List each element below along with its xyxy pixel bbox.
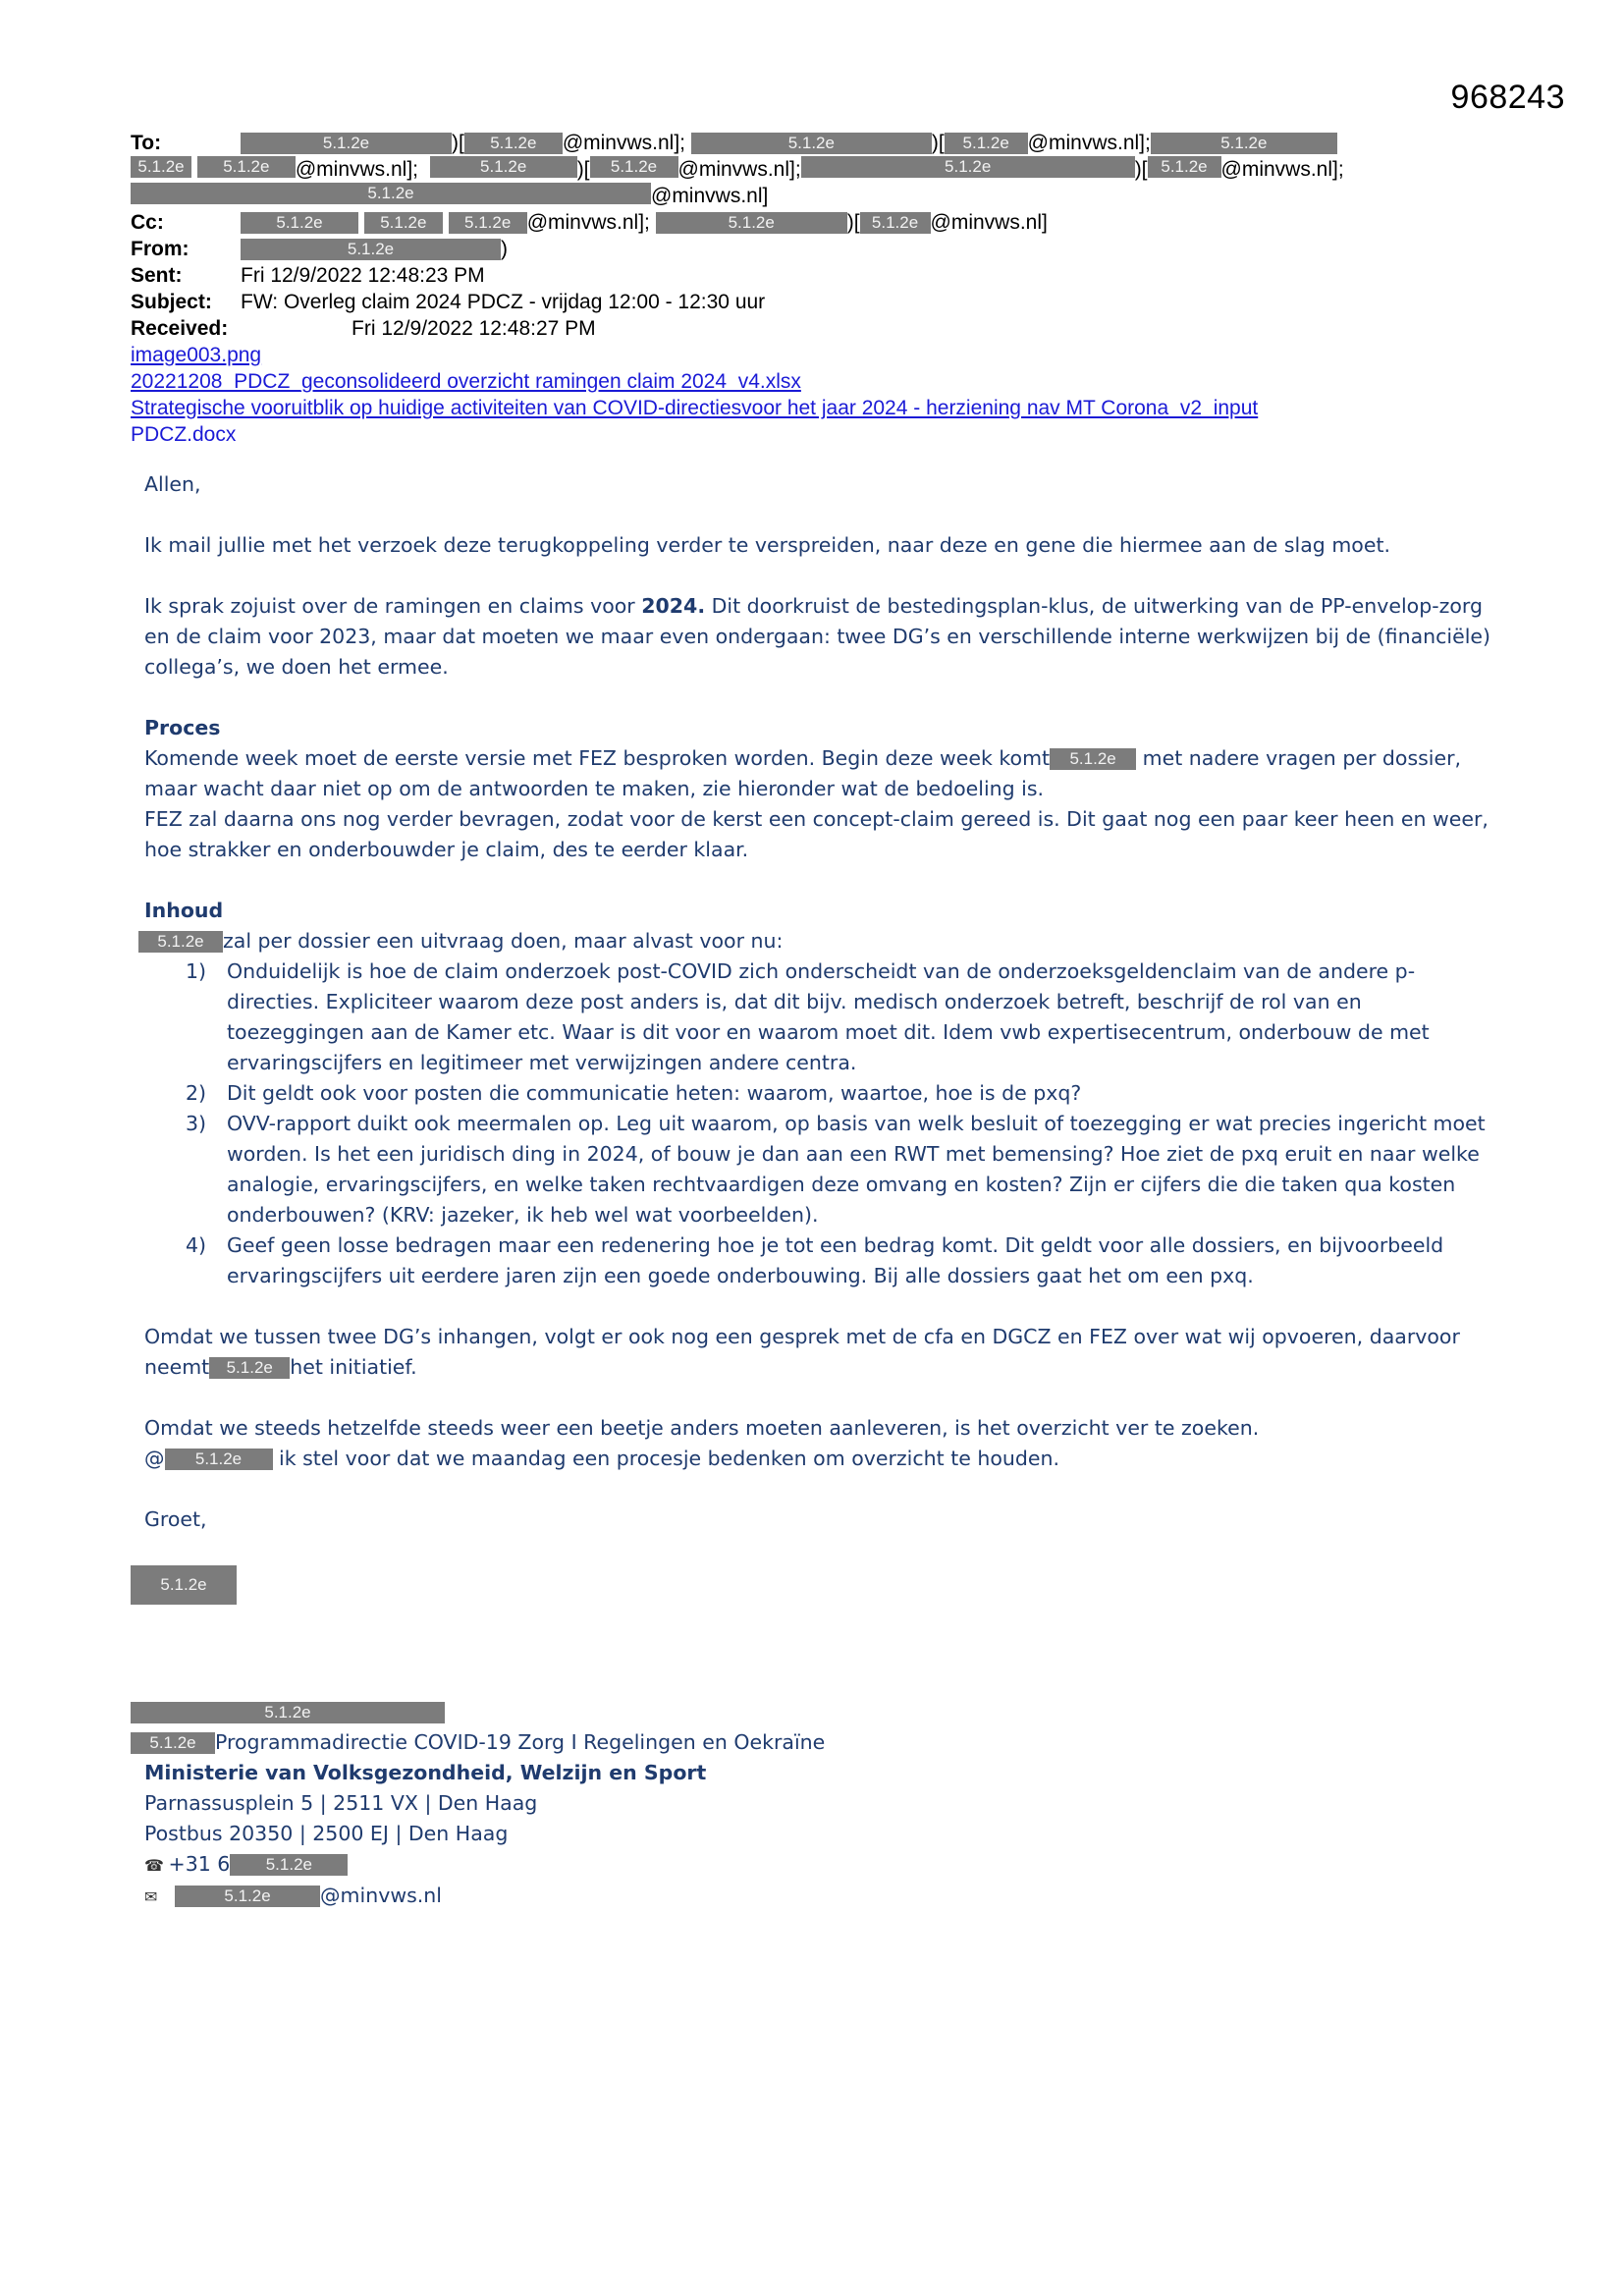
list-item: 2) Dit geldt ook voor posten die communicatie heten: waarom, waartoe, hoe is de pxq? bbox=[186, 1081, 1082, 1105]
to-row: To: 5.1.2e )[ 5.1.2e @minvws.nl]; 5.1.2e )[ 5.1.2e @minvws.nl]; 5.1.2e bbox=[131, 130, 1505, 156]
redaction: 5.1.2e bbox=[1148, 156, 1221, 178]
email-domain: @minvws.nl] bbox=[930, 211, 1048, 234]
attachment-link[interactable]: 20221208_PDCZ_geconsolideerd overzicht ramingen claim 2024_v4.xlsx bbox=[131, 370, 801, 393]
redaction: 5.1.2e bbox=[860, 212, 931, 234]
redaction: 5.1.2e bbox=[656, 212, 847, 234]
cc-label: Cc: bbox=[131, 211, 164, 234]
closing: Groet, bbox=[144, 1507, 207, 1531]
from-row: From: 5.1.2e ) bbox=[131, 238, 508, 260]
redaction: 5.1.2e bbox=[197, 156, 296, 178]
redaction: 5.1.2e bbox=[131, 1702, 445, 1723]
redaction: 5.1.2e bbox=[131, 156, 191, 178]
inhoud-intro: 5.1.2e zal per dossier een uitvraag doen, maar alvast voor nu: bbox=[138, 926, 1499, 957]
redaction: 5.1.2e bbox=[131, 183, 651, 204]
redaction: 5.1.2e bbox=[691, 133, 932, 154]
signature-directorate: Programmadirectie COVID-19 Zorg I Regelingen en Oekraïne bbox=[215, 1730, 826, 1754]
sent-value: Fri 12/9/2022 12:48:23 PM bbox=[241, 264, 485, 287]
from-label: From: bbox=[131, 238, 189, 260]
attachment-link[interactable]: image003.png bbox=[131, 344, 262, 366]
signature-phone-prefix: +31 6 bbox=[168, 1852, 231, 1876]
subject-value: FW: Overleg claim 2024 PDCZ - vrijdag 12:00 - 12:30 uur bbox=[241, 291, 766, 313]
redaction: 5.1.2e bbox=[1151, 133, 1337, 154]
redaction: 5.1.2e bbox=[590, 156, 678, 178]
sent-label: Sent: bbox=[131, 264, 183, 287]
email-domain: @minvws.nl]; bbox=[1220, 158, 1344, 181]
sent-row bbox=[131, 262, 1505, 289]
redaction: 5.1.2e bbox=[175, 1886, 320, 1907]
greeting: Allen, bbox=[144, 472, 201, 496]
document-number: 968243 bbox=[1450, 79, 1565, 116]
redaction: 5.1.2e bbox=[801, 156, 1135, 178]
redaction: 5.1.2e bbox=[945, 133, 1028, 154]
paragraph: Ik sprak zojuist over de ramingen en claims voor 2024. Dit doorkruist de bestedingsplan-klus, de uitwerking van de PP-envelop-zorg en de claim voor 2023, maar dat moeten we maar even ondergaan: twee DG’s en verschillende interne werkwijzen bij de (financiële) collega’s, we doen het ermee. bbox=[144, 594, 1491, 679]
signature-block bbox=[131, 1697, 1112, 1912]
redaction: 5.1.2e bbox=[138, 931, 223, 953]
email-body bbox=[144, 469, 1499, 1605]
subject-row bbox=[131, 289, 1505, 315]
redaction: 5.1.2e bbox=[131, 1565, 237, 1605]
email-domain: @minvws.nl]; bbox=[677, 158, 801, 181]
email-domain: @minvws.nl]; bbox=[526, 211, 650, 234]
received-value: Fri 12/9/2022 12:48:27 PM bbox=[352, 317, 596, 340]
redaction: 5.1.2e bbox=[241, 133, 452, 154]
redaction: 5.1.2e bbox=[241, 239, 501, 260]
paragraph: Ik mail jullie met het verzoek deze terugkoppeling verder te verspreiden, naar deze en gene die hiermee aan de slag moet. bbox=[144, 533, 1391, 557]
to-label: To: bbox=[131, 132, 162, 154]
email-domain: @minvws.nl] bbox=[651, 185, 769, 207]
attachment-continuation[interactable]: PDCZ.docx bbox=[131, 423, 237, 446]
redaction: 5.1.2e bbox=[230, 1854, 348, 1876]
email-domain: @minvws.nl]; bbox=[295, 158, 419, 181]
section-heading-inhoud: Inhoud bbox=[144, 899, 224, 922]
redaction: 5.1.2e bbox=[464, 133, 563, 154]
redaction: 5.1.2e bbox=[209, 1357, 290, 1379]
received-row bbox=[131, 315, 1505, 342]
paragraph: Omdat we tussen twee DG’s inhangen, volgt er ook nog een gesprek met de cfa en DGCZ en FEZ over wat wij opvoeren, daarvoor neemt 5.1.2e het initiatief. bbox=[144, 1325, 1460, 1379]
list-item: 3) OVV-rapport duikt ook meermalen op. Leg uit waarom, op basis van welk besluit of toezegging er wat precies ingericht moet worden. Is het een juridisch ding in 2024, of bouw je dan aan een RWT met bemensing? Hoe ziet de pxq eruit en naar welke analogie, ervaringscijfers, en welke taken rechtvaardigen deze omvang en kosten? Zijn er cijfers die die taken qua kosten onderbouwen? (KRV: jazeker, ik heb wel wat voorbeelden). bbox=[186, 1112, 1486, 1227]
inhoud-list bbox=[144, 957, 1499, 1291]
redaction: 5.1.2e bbox=[430, 156, 577, 178]
signature-postbus: Postbus 20350 | 2500 EJ | Den Haag bbox=[144, 1822, 509, 1845]
signature-email-domain: @minvws.nl bbox=[320, 1884, 442, 1907]
proces-section: Komende week moet de eerste versie met FEZ besproken worden. Begin deze week komt 5.1.2e met nadere vragen per dossier, maar wacht daar niet op om de antwoorden te maken, zie hieronder wat de bedoeling is. FEZ zal daarna ons nog verder bevragen, zodat voor de kerst een concept-claim gereed is. Dit gaat nog een paar keer heen en weer, hoe strakker en onderbouwder je claim, des te eerder klaar. bbox=[144, 746, 1489, 861]
cc-row: Cc: 5.1.2e 5.1.2e 5.1.2e @minvws.nl]; 5.1.2e )[ 5.1.2e @minvws.nl] bbox=[131, 211, 1048, 234]
signature-ministry: Ministerie van Volksgezondheid, Welzijn en Sport bbox=[144, 1761, 707, 1784]
redaction: 5.1.2e bbox=[1050, 748, 1136, 770]
email-domain: @minvws.nl]; bbox=[562, 132, 685, 154]
redaction: 5.1.2e bbox=[364, 212, 443, 234]
list-item: 4) Geef geen losse bedragen maar een redenering hoe je tot een bedrag komt. Dit geldt voor alle dossiers, en bijvoorbeeld ervaringscijfers uit eerdere jaren zijn een goede onderbouwing. Bij alle dossiers gaat het om een pxq. bbox=[186, 1233, 1444, 1287]
email-header: To: 5.1.2e )[ 5.1.2e @minvws.nl]; 5.1.2e )[ 5.1.2e @minvws.nl]; 5.1.2e 5.1.2e 5.1.2e @minvws.nl]; 5.1.2e )[ 5.1.2e @minvws.nl]; 5.1.2e )[ 5.1.2e @minvws.nl]; 5.1.2e @minvws.nl] Cc: 5.1.2e 5.1.2e 5.1.2e @minvws.nl]; 5.1.2e )[ 5.1.2e @minvws.nl] From: 5.1.2e ) Sent: Fri 12/9/2022 12:48:23 PM Subject: FW: Overleg claim 2024 PDCZ - vrijdag 12:00 - 12:30 uur Received: Fri 12/9/2022 12:48:27 PM image003.png 20221208_PDCZ_geconsolideerd overzicht ramingen claim 2024_v4.xlsx Strategische vooruitblik op huidige activiteiten van COVID-directiesvoor het jaar 2024 - herziening nav MT Corona_v2_input PDCZ.docx bbox=[131, 130, 1505, 448]
attachment-link[interactable]: Strategische vooruitblik op huidige activiteiten van COVID-directiesvoor het jaar 2024 - herziening nav MT Corona_v2_input bbox=[131, 397, 1259, 419]
redaction: 5.1.2e bbox=[449, 212, 527, 234]
paragraph: Omdat we steeds hetzelfde steeds weer een beetje anders moeten aanleveren, is het overzicht ver te zoeken. @ 5.1.2e ik stel voor dat we maandag een procesje bedenken om overzicht te houden. bbox=[144, 1416, 1260, 1470]
redaction: 5.1.2e bbox=[131, 1732, 215, 1754]
list-item: 1) Onduidelijk is hoe de claim onderzoek post-COVID zich onderscheidt van de onderzoeksgeldenclaim van de andere p-directies. Expliciteer waarom deze post anders is, dat dit bijv. medisch onderzoek betreft, beschrijf de rol van en toezeggingen aan de Kamer etc. Waar is dit voor en waarom moet dit. Idem vwb expertisecentrum, onderbouw de met ervaringscijfers en legitimeer met verwijzingen andere centra. bbox=[186, 959, 1430, 1074]
email-domain: @minvws.nl]; bbox=[1027, 132, 1151, 154]
signature-address: Parnassusplein 5 | 2511 VX | Den Haag bbox=[144, 1791, 538, 1815]
section-heading-proces: Proces bbox=[144, 716, 221, 739]
redaction: 5.1.2e bbox=[241, 212, 358, 234]
redaction: 5.1.2e bbox=[165, 1449, 273, 1470]
phone-icon: ☎ bbox=[144, 1856, 164, 1875]
received-label: Received: bbox=[131, 317, 229, 340]
email-icon: ✉ bbox=[144, 1887, 158, 1906]
subject-label: Subject: bbox=[131, 291, 212, 313]
